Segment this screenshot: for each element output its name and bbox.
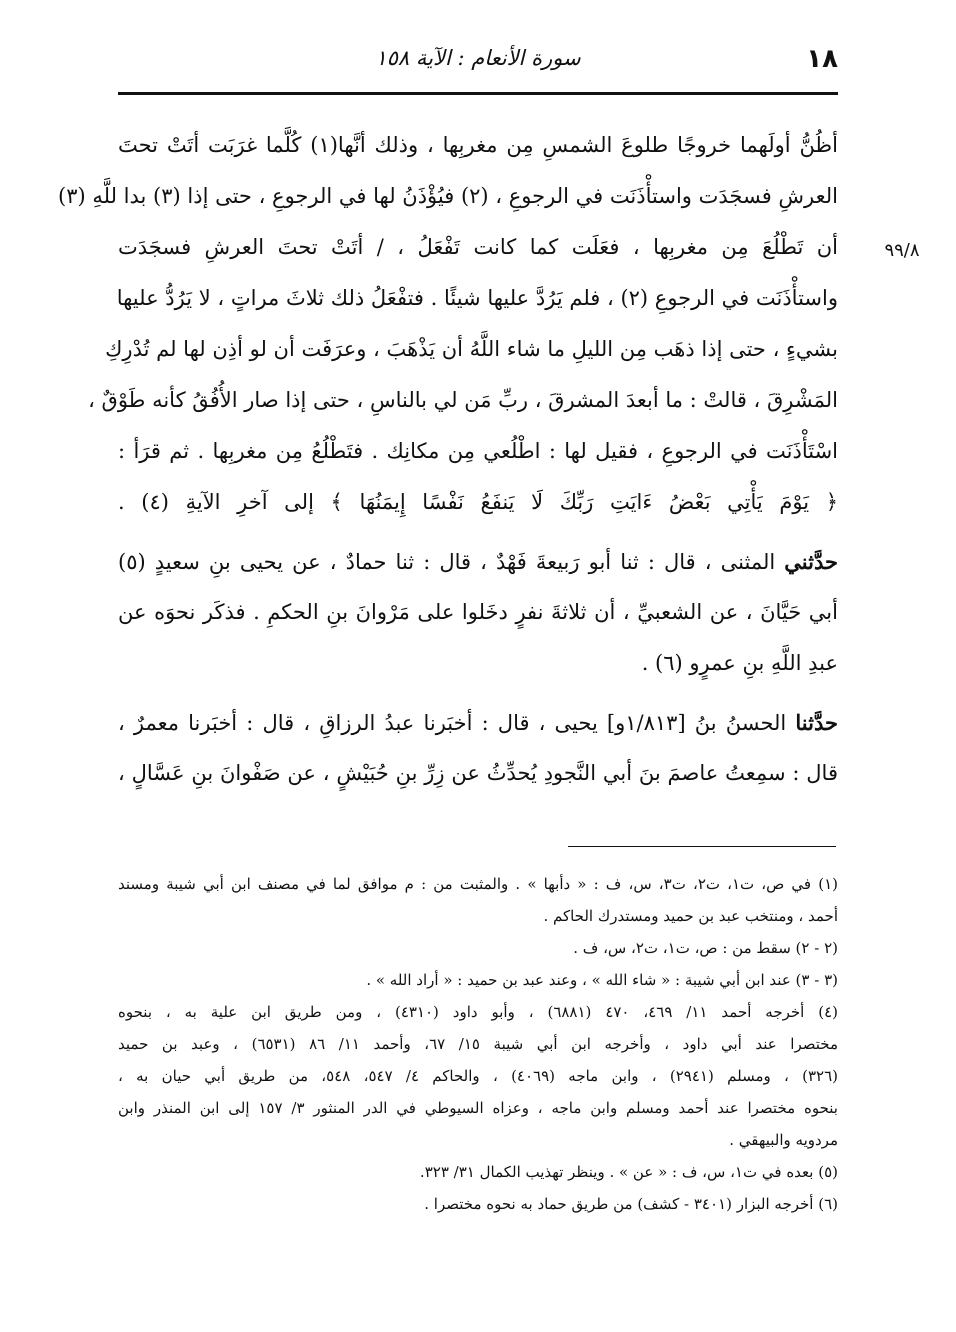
text-line	[118, 697, 838, 748]
footnote-line: أحمد ، ومنتخب عبد بن حميد ومستدرك الحاكم .	[543, 907, 838, 925]
paragraph-1	[58, 120, 839, 528]
footnote-line: (٢ - ٢) سقط من : ص، ت١، ت٢، س، ف .	[573, 939, 838, 957]
running-title: سورة الأنعام : الآية ١٥٨	[375, 46, 581, 70]
text-line: أبي حَيَّانَ ، عن الشعبيِّ ، أن ثلاثةَ نفرٍ دخَلوا على مَرْوانَ بنِ الحكمِ . فذكَر نحوَه عن	[118, 600, 838, 624]
footnote-line: بنحوه مختصرا عند أحمد ومسلم وابن ماجه ، وعزاه السيوطي في الدر المنثور ٣/ ١٥٧ إلى ابن المنذر وابن	[118, 1099, 838, 1117]
page-header	[118, 44, 838, 88]
footnote-line: مختصرا عند أبي داود ، وأخرجه ابن أبي شيبة ١٥/ ٦٧، وأحمد ١١/ ٨٦ (٦٥٣١) ، وعبد بن حميد	[118, 1035, 838, 1053]
header-rule	[118, 92, 838, 95]
footnote-line: (٣٢٦) ، ومسلم (٢٩٤١) ، وابن ماجه (٤٠٦٩) ، والحاكم ٤/ ٥٤٧، ٥٤٨، من طريق أبي حيان به ،	[118, 1067, 839, 1085]
footnote-line: مردويه والبيهقي .	[729, 1131, 838, 1149]
text-line: بشيءٍ ، حتى إذا ذهَب مِن الليلِ ما شاء اللَّهُ أن يَذْهَبَ ، وعرَفَت أن لو أذِن لها لم تُدْرِكِ	[105, 337, 838, 361]
text-line: العرشِ فسجَدَت واستأْذَنَت في الرجوعِ ، (٢) فيُؤْذَنُ لها في الرجوعِ ، حتى إذا (٣) بدا للَّهِ (٣)	[58, 184, 838, 208]
text-segment: المثنى ، قال : ثنا أبو رَبيعةَ فَهْدٌ ، قال : ثنا حمادٌ ، عن يحيى بنِ سعيدٍ (٥)	[118, 550, 785, 574]
footnote-line: (٤) أخرجه أحمد ١١/ ٤٦٩، ٤٧٠ (٦٨٨١) ، وأبو داود (٤٣١٠) ، ومن طريق ابن علية به ، بنحوه	[118, 1003, 838, 1021]
footnote-rule	[568, 846, 836, 847]
footnotes	[118, 868, 838, 1220]
text-line: عبدِ اللَّهِ بنِ عمرٍو (٦) .	[641, 651, 838, 675]
text-line: واستأْذَنَت في الرجوعِ (٢) ، فلم يَرُدَّ عليها شيئًا . فتفْعَلُ ذلك ثلاثَ مراتٍ ، لا يَرُدُّ عليها	[116, 286, 838, 310]
quran-verse-line: ﴿ يَوْمَ يَأْتِي بَعْضُ ءَايَتِ رَبِّكَ لَا يَنفَعُ نَفْسًا إِيمَنُهَا ﴾ إلى آخرِ الآيةِ (٤) .	[118, 490, 839, 514]
page-number: ١٨	[806, 44, 838, 74]
main-text	[58, 120, 839, 799]
margin-reference: ٩٩/٨	[884, 240, 920, 261]
text-line	[118, 536, 838, 587]
text-line: اسْتَأْذَنَت في الرجوعِ ، فقيل لها : اطْلُعي مِن مكانِك . فتَطْلُعُ مِن مغربِها . ثم قرَأ :	[118, 439, 838, 463]
hadith-lead: حدَّثنا	[795, 710, 838, 735]
paragraph-2	[118, 536, 838, 689]
footnote-line: (١) في ص، ت١، ت٢، ت٣، س، ف : « دأبها » . والمثبت من : م موافق لما في مصنف ابن أبي شيبة ومسند	[118, 875, 839, 893]
text-segment: الحسنُ بنُ [١/٨١٣و] يحيى ، قال : أخبَرنا عبدُ الرزاقِ ، قال : أخبَرنا معمرٌ ،	[118, 711, 796, 735]
hadith-lead: حدَّثني	[784, 549, 838, 574]
text-line: أن تَطْلُعَ مِن مغربِها ، فعَلَت كما كانت تَفْعَلُ ، / أتَتْ تحتَ العرشِ فسجَدَت	[118, 235, 838, 259]
text-line: المَشْرِقَ ، قالتْ : ما أبعدَ المشرقَ ، ربِّ مَن لي بالناسِ ، حتى إذا صار الأُفُقُ كأنه طَوْقٌ ،	[88, 388, 838, 412]
footnote-line: (٣ - ٣) عند ابن أبي شيبة : « شاء الله » ، وعند عبد بن حميد : « أراد الله » .	[366, 971, 838, 989]
text-line: قال : سمِعتُ عاصمَ بنَ أبي النَّجودِ يُحدِّثُ عن زِرِّ بنِ حُبَيْشٍ ، عن صَفْوانَ بنِ عَسَّالٍ ،	[118, 761, 838, 785]
footnote-line: (٥) بعده في ت١، س، ف : « عن » . وينظر تهذيب الكمال ٣١/ ٣٢٣.	[419, 1163, 838, 1181]
footnote-line: (٦) أخرجه البزار (٣٤٠١ - كشف) من طريق حماد به نحوه مختصرا .	[424, 1195, 838, 1213]
text-line: أظُنُّ أولَهما خروجًا طلوعَ الشمسِ مِن مغربِها ، وذلك أنَّها(١) كُلَّما غرَبَت أتَتْ تحتَ	[118, 133, 838, 157]
paragraph-3	[118, 697, 838, 799]
